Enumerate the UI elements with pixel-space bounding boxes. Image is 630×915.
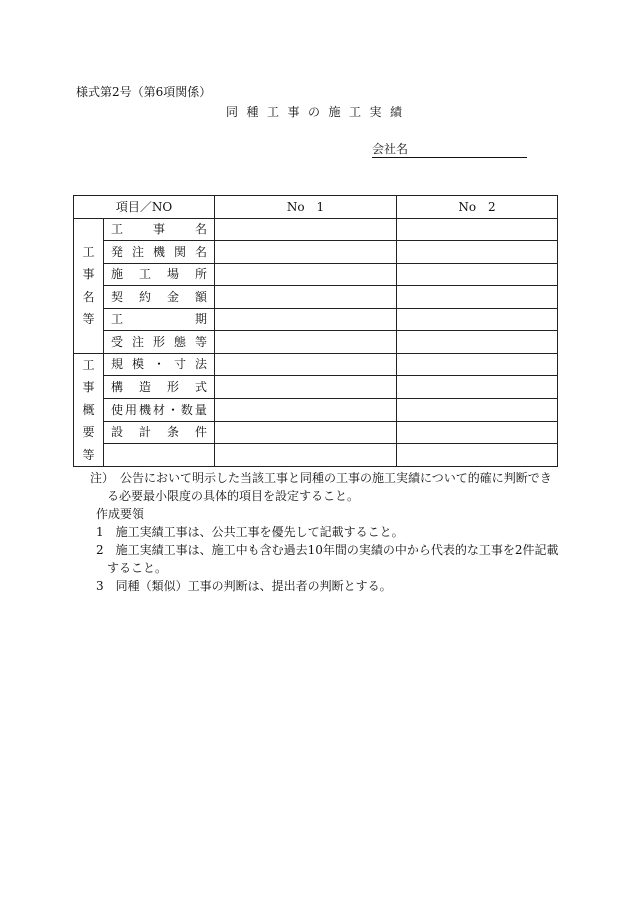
group-label-construction-name: 工 事 名 等 bbox=[74, 218, 104, 353]
table-row bbox=[74, 421, 558, 444]
header-item-no: 項目／NO bbox=[74, 196, 215, 219]
row-label-contract-type: 受 注 形 態 等 bbox=[104, 331, 215, 354]
cell-no2[interactable] bbox=[397, 286, 558, 309]
cell-no1[interactable] bbox=[215, 444, 397, 467]
cell-no2[interactable] bbox=[397, 353, 558, 376]
cell-no2[interactable] bbox=[397, 218, 558, 241]
cell-no2[interactable] bbox=[397, 241, 558, 264]
table-row bbox=[74, 218, 558, 241]
table-row bbox=[74, 331, 558, 354]
cell-no2[interactable] bbox=[397, 376, 558, 399]
company-name-field: 会社名 bbox=[372, 142, 527, 158]
table-row bbox=[74, 308, 558, 331]
row-label-design-conditions: 設 計 条 件 bbox=[104, 421, 215, 444]
header-no1: No 1 bbox=[215, 196, 397, 219]
instruction-item: 1 施工実績工事は、公共工事を優先して記載すること。 bbox=[96, 525, 404, 539]
cell-no2[interactable] bbox=[397, 421, 558, 444]
cell-no1[interactable] bbox=[215, 286, 397, 309]
cell-no1[interactable] bbox=[215, 218, 397, 241]
cell-no1[interactable] bbox=[215, 398, 397, 421]
row-label-construction-site: 施 工 場 所 bbox=[104, 263, 215, 286]
cell-no2[interactable] bbox=[397, 398, 558, 421]
cell-no2[interactable] bbox=[397, 444, 558, 467]
header-no2: No 2 bbox=[397, 196, 558, 219]
instructions-heading: 作成要領 bbox=[96, 507, 145, 521]
form-number: 様式第2号（第6項関係） bbox=[76, 85, 212, 99]
table-row bbox=[74, 376, 558, 399]
cell-no1[interactable] bbox=[215, 353, 397, 376]
table-row bbox=[74, 263, 558, 286]
note-line: 注） 公告において明示した当該工事と同種の工事の施工実績について的確に判断でき bbox=[90, 471, 552, 485]
row-label-blank[interactable] bbox=[104, 444, 215, 467]
cell-no1[interactable] bbox=[215, 308, 397, 331]
notes-section bbox=[76, 469, 566, 595]
instruction-item: 2 施工実績工事は、施工中も含む過去10年間の実績の中から代表的な工事を2件記載 bbox=[96, 543, 559, 557]
row-label-construction-period: 工 期 bbox=[104, 308, 215, 331]
row-label-contract-amount: 契 約 金 額 bbox=[104, 286, 215, 309]
instruction-item: すること。 bbox=[107, 561, 168, 575]
note-line: る必要最小限度の具体的項目を設定すること。 bbox=[107, 489, 360, 503]
group-label-construction-overview: 工 事 概 要 等 bbox=[74, 353, 104, 467]
row-label-ordering-agency: 発 注 機 関 名 bbox=[104, 241, 215, 264]
cell-no2[interactable] bbox=[397, 308, 558, 331]
row-label-scale-dimensions: 規 模 ・ 寸 法 bbox=[104, 353, 215, 376]
cell-no1[interactable] bbox=[215, 331, 397, 354]
cell-no1[interactable] bbox=[215, 376, 397, 399]
row-label-structure-type: 構 造 形 式 bbox=[104, 376, 215, 399]
table-row bbox=[74, 241, 558, 264]
page-title: 同種工事の施工実績 bbox=[226, 105, 411, 119]
row-label-equipment-quantity: 使 用 機 材 ・ 数 量 bbox=[104, 398, 215, 421]
cell-no2[interactable] bbox=[397, 331, 558, 354]
table-row bbox=[74, 398, 558, 421]
table-header-row bbox=[74, 196, 558, 219]
cell-no1[interactable] bbox=[215, 263, 397, 286]
construction-record-table bbox=[73, 195, 558, 467]
cell-no1[interactable] bbox=[215, 241, 397, 264]
cell-no2[interactable] bbox=[397, 263, 558, 286]
table-row bbox=[74, 286, 558, 309]
row-label-construction-name: 工 事 名 bbox=[104, 218, 215, 241]
table-row bbox=[74, 444, 558, 467]
table-row bbox=[74, 353, 558, 376]
instruction-item: 3 同種（類似）工事の判断は、提出者の判断とする。 bbox=[96, 579, 392, 593]
cell-no1[interactable] bbox=[215, 421, 397, 444]
